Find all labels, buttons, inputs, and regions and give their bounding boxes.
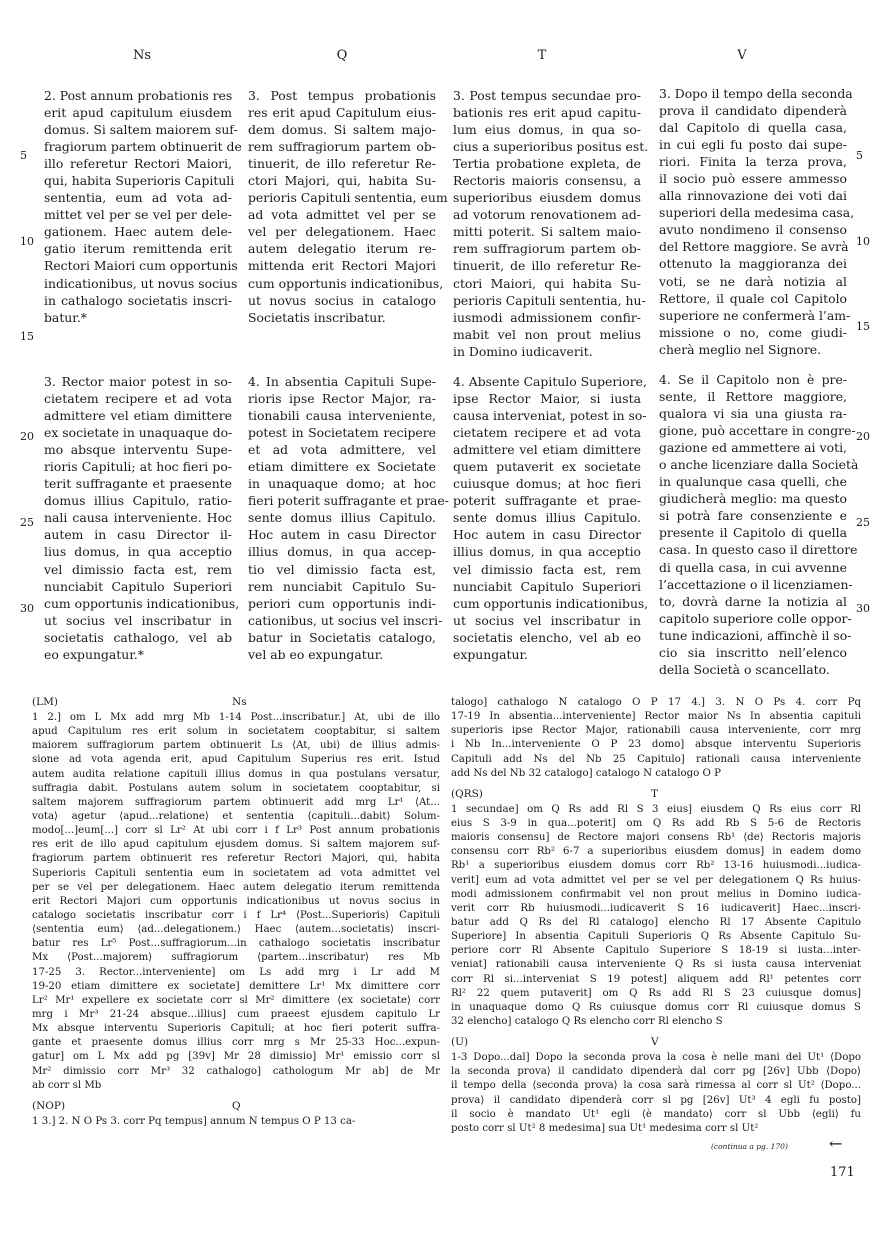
text-line: Rectori Maiori cum opportunis [44, 258, 238, 274]
apparatus-line: Mx ⟨Post...majorem⟩ suffragiorum ⟨partem...inscribatur⟩ res Mb [32, 952, 440, 964]
text-line: vel dimissio facta est, rem [44, 561, 232, 577]
apparatus-line: mrg i Mr³ 21-24 absque...illius] cum praeest ejusdem capitulo Lr [32, 1008, 440, 1020]
apparatus-line: 32 elencho] catalogo Q Rs elencho corr Rl elencho S [451, 1015, 723, 1027]
text-line: dem domus. Si saltem majo- [248, 122, 436, 138]
text-line: in cui egli fu posto dai supe- [659, 137, 847, 153]
line-number: 15 [20, 330, 34, 343]
text-line: avuto nondimeno il consenso [659, 222, 847, 238]
text-line: missione o no, come giudi- [659, 324, 847, 340]
apparatus-sigla: (U) [451, 1036, 469, 1049]
text-line: cietatem recipere et ad vota [453, 425, 641, 441]
text-line: tinuerit, de illo referetur Re- [453, 258, 641, 274]
apparatus-line: vota⟩ agetur ⟨apud...relatione⟩ et sententia ⟨capituli...dabit⟩ Solum- [32, 810, 440, 822]
text-line: mittet vel per se vel per dele- [44, 207, 232, 223]
text-line: quem putaverit ex societate [453, 459, 641, 475]
text-line: Tertia probatione expleta, de [453, 156, 641, 172]
text-line: illo referetur Rectori Maiori, [44, 156, 232, 172]
text-line: cio sia inscritto nell’elenco [659, 644, 847, 660]
apparatus-line: il socio è mandato Ut¹ egli ⟨è mandato⟩ corr sl Ubb ⟨egli⟩ fu [451, 1108, 861, 1120]
apparatus-line: consensu corr Rb² 6-7 a superioribus eiusdem domus] in eadem domo [451, 846, 861, 858]
text-line: batur in Societatis catalogo, [248, 629, 436, 645]
apparatus-line: verit] eum ad vota admittet vel per se vel per delegationem Q Rs huius- [451, 874, 861, 886]
apparatus-line: Capituli add Ns del Nb 25 Capitulo] rationali causa interveniente [451, 753, 861, 765]
apparatus-line: suffragia dabit. Postulans autem solum in societatem cooptabitur, si [32, 782, 440, 794]
text-line: illius domus, in qua acceptio [453, 544, 641, 560]
text-line: tionabili causa interveniente, [248, 408, 436, 424]
text-line: Rettore, il quale col Capitolo [659, 290, 847, 306]
line-number: 10 [856, 235, 870, 248]
text-line: terit suffragante et praesente [44, 476, 232, 492]
text-line: mabit vel non prout melius [453, 326, 641, 342]
text-line: expungatur. [453, 646, 528, 662]
text-line: 3. Dopo il tempo della seconda [659, 86, 853, 101]
text-line: l’accettazione o il licenziamen- [659, 576, 853, 592]
text-line: autem delegatio iterum re- [248, 241, 436, 257]
line-number: 25 [20, 516, 34, 529]
apparatus-witness: Ns [232, 696, 247, 708]
text-line: admittere vel etiam dimittere [44, 408, 232, 424]
apparatus-line: catalogo societatis inscribatur corr i f Lr⁴ ⟨Post...Superioris⟩ Capituli [32, 909, 440, 921]
text-line: sente domus illius Capitulo. [453, 510, 641, 526]
text-line: in unaquaque domo; at hoc [248, 476, 436, 492]
text-line: tinuerit, de illo referetur Re- [248, 156, 436, 172]
apparatus-line: add Ns del Nb 32 catalogo] catalogo N catalogo O P [451, 767, 721, 779]
text-line: superioribus eiusdem domus [453, 190, 641, 206]
text-v-article-4 [659, 371, 859, 678]
apparatus-line: modi admissionem confirmabit vel non prout melius in Domino iudica- [451, 888, 861, 900]
apparatus-line: 17-19 In absentia...interveniente] Rector maior Ns In absentia capituli [451, 711, 861, 723]
text-line: rioris ipse Rector Major, ra- [248, 391, 436, 407]
text-line: ut socius vel inscribatur in [453, 612, 641, 628]
text-line: riori. Finita la terza prova, [659, 154, 847, 170]
text-line: vel dimissio facta est, rem [453, 561, 641, 577]
apparatus-section-header [451, 1035, 861, 1051]
text-line: 3. Post tempus secundae pro- [453, 88, 641, 103]
text-line: sententia, eum ad vota ad- [44, 190, 232, 206]
apparatus-line: superioris ipse Rector Major, rationabili causa interveniente, corr mrg [451, 725, 861, 737]
text-line: poterit suffragante et prae- [453, 493, 641, 509]
text-ns-article-2 [44, 87, 242, 326]
text-line: capitolo superiore colle oppor- [659, 610, 852, 626]
apparatus-line: saltem majorem suffragiorum partem obtinuerit add mrg Lr¹ ⟨At... [32, 796, 440, 808]
text-line: Hoc autem in casu Director [248, 527, 436, 543]
text-line: vel ab eo expungatur. [248, 646, 384, 662]
text-line: to, dovrà darne la notizia al [659, 593, 847, 609]
text-t-article-4 [453, 373, 649, 663]
line-number: 20 [20, 430, 34, 443]
text-line: Rectoris maioris consensu, a [453, 173, 641, 189]
line-number: 5 [20, 149, 27, 162]
text-line: mo absque interventu Supe- [44, 442, 232, 458]
text-line: gationem. Haec autem dele- [44, 224, 232, 240]
apparatus-line: batur res Lr⁵ Post...suffragiorum...in cathalogo societatis inscribatur [32, 938, 440, 950]
apparatus-line: maioris consensu] de Rectore majori consens Rb¹ ⟨de⟩ Rectoris majoris [451, 832, 861, 844]
continuation-note: (continua a pg. 170) [711, 1142, 788, 1151]
text-line: cius a superioribus positus est. [453, 139, 649, 155]
text-line: prova il candidato dipenderà [659, 103, 847, 119]
text-line: mittenda erit Rectori Majori [248, 258, 436, 274]
text-line: periori cum opportunis indi- [248, 595, 436, 611]
text-line: superiori della medesima casa, [659, 205, 855, 221]
text-line: admittere vel etiam dimittere [453, 442, 641, 458]
apparatus-line: ab corr sl Mb [32, 1079, 102, 1091]
text-line: cum opportunis indicationibus, [248, 275, 444, 291]
text-line: domus illius Capitulo, ratio- [44, 493, 232, 509]
text-line: batur.* [44, 309, 87, 325]
line-number: 30 [20, 602, 34, 615]
apparatus-line: gante et praesente domus illius corr mrg s Mr 25-33 Hoc...expun- [32, 1037, 440, 1049]
apparatus-line: res erit de illo apud capitulum ejusdem domus. Si saltem majorem suf- [32, 839, 440, 851]
line-number: 30 [856, 602, 870, 615]
apparatus-witness: Q [232, 1099, 241, 1112]
apparatus-line: 1 secundae] om Q Rs add Rl S 3 eius] eiusdem Q Rs eius corr Rl [451, 803, 861, 815]
critical-apparatus-right [451, 696, 861, 1136]
apparatus-line: gatur] om L Mx add pg [39v] Mr 28 dimissio] Mr¹ emissio corr sl [32, 1051, 440, 1063]
apparatus-sigla: (LM) [32, 696, 58, 708]
text-line: eo expungatur.* [44, 646, 144, 662]
apparatus-line: Rb¹ a superioribus eiusdem domus corr Rb² 13-16 huiusmodi...iudica- [451, 860, 861, 872]
apparatus-line: per se vel per delegationem. Haec autem delegatio iterum remittenda [32, 881, 440, 893]
text-line: ad vota admittet vel per se [248, 207, 436, 223]
critical-apparatus-left [32, 695, 440, 1129]
text-t-article-3 [453, 87, 649, 360]
text-line: superiore ne confermerà l’am- [659, 307, 851, 323]
apparatus-line: posto corr sl Ut² 8 medesima] sua Ut¹ medesima corr sl Ut² [451, 1122, 759, 1134]
text-line: perioris Capituli sententia, hu- [453, 292, 646, 308]
text-line: giudicherà meglio: ma questo [659, 491, 847, 507]
text-line: cationibus, ut socius vel inscri- [248, 612, 443, 628]
line-number: 15 [856, 320, 870, 333]
text-line: ctori Majori, qui, habita Su- [248, 173, 436, 189]
text-line: tune indicazioni, affinchè il so- [659, 627, 852, 643]
apparatus-sigla: (QRS) [451, 787, 483, 800]
text-line: nunciabit Capitulo Superiori [453, 578, 641, 594]
text-line: ut novus socius in catalogo [248, 292, 436, 308]
apparatus-line: eius S 3-9 in qua...poterit] om Q Rs add Rb S 5-6 de Rectoris [451, 817, 861, 829]
text-line: gione, può accettare in congre- [659, 423, 856, 439]
text-line: cherà meglio nel Signore. [659, 341, 822, 357]
text-line: fieri poterit suffragante et prae- [248, 493, 449, 509]
apparatus-line: sione ad vota agenda erit, apud Capitulum Superius res erit. Istud [32, 754, 440, 766]
apparatus-line: Mx absque interventu Superioris Capituli; at hoc fieri poterit suffra- [32, 1023, 440, 1035]
apparatus-witness: T [651, 787, 659, 800]
line-number: 25 [856, 516, 870, 529]
line-number: 5 [856, 149, 863, 162]
apparatus-line: prova⟩ il candidato dipenderà corr sl pg [26v] Ut³ 4 egli fu posto] [451, 1094, 861, 1106]
apparatus-line: veniat] rationabili causa interveniente Q Rs si iusta causa interveniat [451, 959, 861, 971]
text-line: illius domus, in qua accep- [248, 544, 436, 560]
text-q-article-4 [248, 373, 449, 663]
apparatus-line: erit Rectori Majori cum opportunis indicationibus ut novus socius in [32, 895, 440, 907]
text-line: sente domus illius Capitulo. [248, 510, 436, 526]
text-line: ex societate in unaquaque do- [44, 425, 233, 441]
text-line: societatis cathalogo, vel ab [44, 629, 232, 645]
page-number: 171 [830, 1165, 855, 1180]
apparatus-line: batur add Q Rs del Rl catalogo] elencho Rl 17 Absente Capitulo [451, 916, 861, 928]
apparatus-line: verit corr Rb huiusmodi...iudicaverit S 16 iudicaverit] Haec...inscri- [451, 902, 861, 914]
text-line: 4. Absente Capitulo Superiore, [453, 374, 647, 389]
text-line: ctori Maiori, qui habita Su- [453, 275, 641, 291]
apparatus-line: corr Rl si...interveniat S 19 potest] aliquem add Rl¹ petentes corr [451, 973, 861, 985]
text-line: gatio iterum remittenda erit [44, 241, 232, 257]
text-line: ipse Rector Maior, si iusta [453, 391, 641, 407]
left-arrow-icon: ← [829, 1134, 843, 1153]
text-line: gazione ed ammettere ai voti, [659, 440, 847, 456]
text-line: in qualunque casa quelli, che [659, 474, 847, 490]
text-line: nunciabit Capitulo Superiori [44, 578, 232, 594]
text-line: cuiusque domus; at hoc fieri [453, 476, 641, 492]
text-line: Societatis inscribatur. [248, 309, 386, 325]
text-line: rem suffragiorum partem ob- [453, 241, 641, 257]
text-line: casa. In questo caso il direttore [659, 542, 858, 558]
text-line: il socio può essere ammesso [659, 171, 847, 187]
apparatus-line: periore corr Rl Absente Capitulo Superiore S 18-19 si iusta...inter- [451, 945, 861, 957]
apparatus-line: ⟨sententia eum⟩ ⟨ad...delegationem.⟩ Haec ⟨autem...societatis⟩ inscri- [32, 924, 440, 936]
text-line: in Domino iudicaverit. [453, 343, 593, 359]
text-line: qui, habita Superioris Capituli [44, 173, 235, 189]
column-header-v: V [737, 48, 747, 63]
text-line: societatis elencho, vel ab eo [453, 629, 641, 645]
text-line: nali causa interveniente. Hoc [44, 510, 232, 526]
text-line: vel per delegationem. Haec [248, 224, 436, 240]
text-line: lum eius domus, in qua so- [453, 122, 641, 138]
text-line: della Società o scancellato. [659, 661, 830, 677]
apparatus-line: 19-20 etiam dimittere ex societate] demittere Lr¹ Mx dimittere corr [32, 980, 440, 992]
apparatus-line: fragiorum partem obtinuerit res referetur Rectori Majori, qui, habita [32, 853, 440, 865]
apparatus-witness: V [651, 1036, 659, 1049]
apparatus-line: 1-3 Dopo...dal] Dopo la seconda prova la cosa è nelle mani del Ut¹ ⟨Dopo [451, 1052, 861, 1064]
apparatus-line: 1 2.] om L Mx add mrg Mb 1-14 Post...inscribatur.] At, ubi de illo [32, 712, 440, 723]
text-line: del Rettore maggiore. Se avrà [659, 239, 849, 255]
column-header-ns: Ns [132, 48, 152, 63]
apparatus-line: talogo] cathalogo N catalogo O P 17 4.] 3. N O Ps 4. corr Pq [451, 697, 861, 708]
text-line: cum opportunis indicationibus, [44, 595, 240, 611]
apparatus-line: la seconda prova⟩ il candidato dipenderà dal corr pg [26v] Ubb ⟨Dopo⟩ [451, 1066, 861, 1078]
line-number: 10 [20, 235, 34, 248]
column-header-q: Q [336, 48, 348, 63]
apparatus-line: i Nb In...interveniente O P 23 domo] absque interventu Superioris [451, 739, 861, 751]
text-line: potest in Societatem recipere [248, 425, 436, 441]
text-ns-article-3 [44, 373, 240, 663]
text-line: qualora vi sia una giusta ra- [659, 406, 847, 422]
text-line: rem nunciabit Capitulo Su- [248, 578, 436, 594]
apparatus-line: in unaquaque domo Q Rs cuiusque domus corr Rl cuiusque domus S [451, 1001, 861, 1013]
apparatus-line: Superioris Capituli sententia eum in societatem ad vota admittet vel [32, 867, 440, 879]
apparatus-line: 1 3.] 2. N O Ps 3. corr Pq tempus] annum N tempus O P 13 ca- [32, 1115, 356, 1127]
text-line: erit apud capitulum eiusdem [44, 105, 232, 121]
text-line: rem suffragiorum partem ob- [248, 139, 436, 155]
apparatus-section-header [32, 695, 440, 711]
text-line: lius domus, in qua acceptio [44, 544, 232, 560]
text-line: rioris Capituli; at hoc fieri po- [44, 459, 232, 475]
apparatus-line: il tempo della ⟨seconda prova⟩ la cosa sarà rimessa al corr sl Ut² ⟨Dopo... [451, 1080, 861, 1092]
apparatus-line: modo[...]eum[...] corr sl Lr² At ubi corr i f Lr³ Post annum probationis [32, 825, 440, 837]
text-line: in cathalogo societatis inscri- [44, 292, 232, 308]
text-line: 2. Post annum probationis res [44, 88, 233, 103]
text-line: causa interveniat, potest in so- [453, 408, 647, 424]
text-line: 4. In absentia Capituli Supe- [248, 374, 436, 389]
text-line: domus. Si saltem maiorem suf- [44, 122, 238, 138]
apparatus-line: Superiore] In absentia Capituli Superioris Q Rs Absente Capitulo Su- [451, 931, 861, 943]
apparatus-line: maiorem suffragiorum partem obtinuerit Ls ⟨At, ubi⟩ de illius admis- [32, 740, 440, 752]
text-q-article-3 [248, 87, 448, 326]
text-line: voti, se ne darà notizia al [659, 273, 847, 289]
text-line: 3. Post tempus probationis [248, 88, 436, 103]
text-line: dal Capitolo di quella casa, [659, 120, 847, 136]
text-line: ad votorum renovationem ad- [453, 207, 641, 223]
text-line: si potrà fare consenziente e [659, 508, 847, 524]
apparatus-line: autem audita relatione capituli illius domus in qua postulans versatur, [32, 768, 440, 780]
apparatus-section-header [32, 1099, 440, 1115]
apparatus-sigla: (NOP) [32, 1099, 66, 1112]
text-line: ut socius vel inscribatur in [44, 612, 232, 628]
text-line: Hoc autem in casu Director [453, 527, 641, 543]
text-line: cietatem recipere et ad vota [44, 391, 232, 407]
text-line: et ad vota admittere, vel [248, 442, 436, 458]
apparatus-section-header [451, 787, 861, 803]
text-line: bationis res erit apud capitu- [453, 105, 641, 121]
text-line: 3. Rector maior potest in so- [44, 374, 232, 389]
text-line: sente, il Rettore maggiore, [659, 389, 847, 405]
text-line: ottenuto la maggioranza dei [659, 256, 847, 272]
text-line: alla rinnovazione dei voti dai [659, 188, 847, 204]
text-line: perioris Capituli sententia, eum [248, 190, 448, 206]
text-line: presente il Capitolo di quella [659, 525, 847, 541]
text-line: mitti poterit. Si saltem maio- [453, 224, 641, 240]
text-line: o anche licenziare dalla Società [659, 457, 859, 473]
column-header-t: T [537, 48, 547, 63]
apparatus-line: Mr² dimissio corr Mr³ 32 cathalogo] cathologum Mr ab] de Mr [32, 1065, 440, 1077]
text-line: etiam dimittere ex Societate [248, 459, 436, 475]
text-line: tio vel dimissio facta est, [248, 561, 436, 577]
line-number: 20 [856, 430, 870, 443]
text-v-article-3 [659, 85, 855, 358]
text-line: di quella casa, in cui avvenne [659, 559, 847, 575]
text-line: 4. Se il Capitolo non è pre- [659, 372, 847, 387]
text-line: iusmodi admissionem confir- [453, 309, 641, 325]
apparatus-line: Lr² Mr¹ expellere ex societate corr sl Mr² dimittere ⟨ex societate⟩ corr [32, 994, 440, 1006]
text-line: fragiorum partem obtinuerit de [44, 139, 242, 155]
text-line: indicationibus, ut novus socius [44, 275, 238, 291]
text-line: autem in casu Director il- [44, 527, 232, 543]
apparatus-line: apud Capitulum res erit solum in societatem cooptabitur, si saltem [32, 726, 440, 738]
apparatus-line: Rl² 22 quem putaverit] om Q Rs add Rl S 23 cuiusque domus] [451, 987, 861, 999]
text-line: cum opportunis indicationibus, [453, 595, 649, 611]
apparatus-line: 17-25 3. Rector...interveniente] om Ls add mrg i Lr add M [32, 966, 440, 978]
text-line: res erit apud Capitulum eius- [248, 105, 436, 121]
